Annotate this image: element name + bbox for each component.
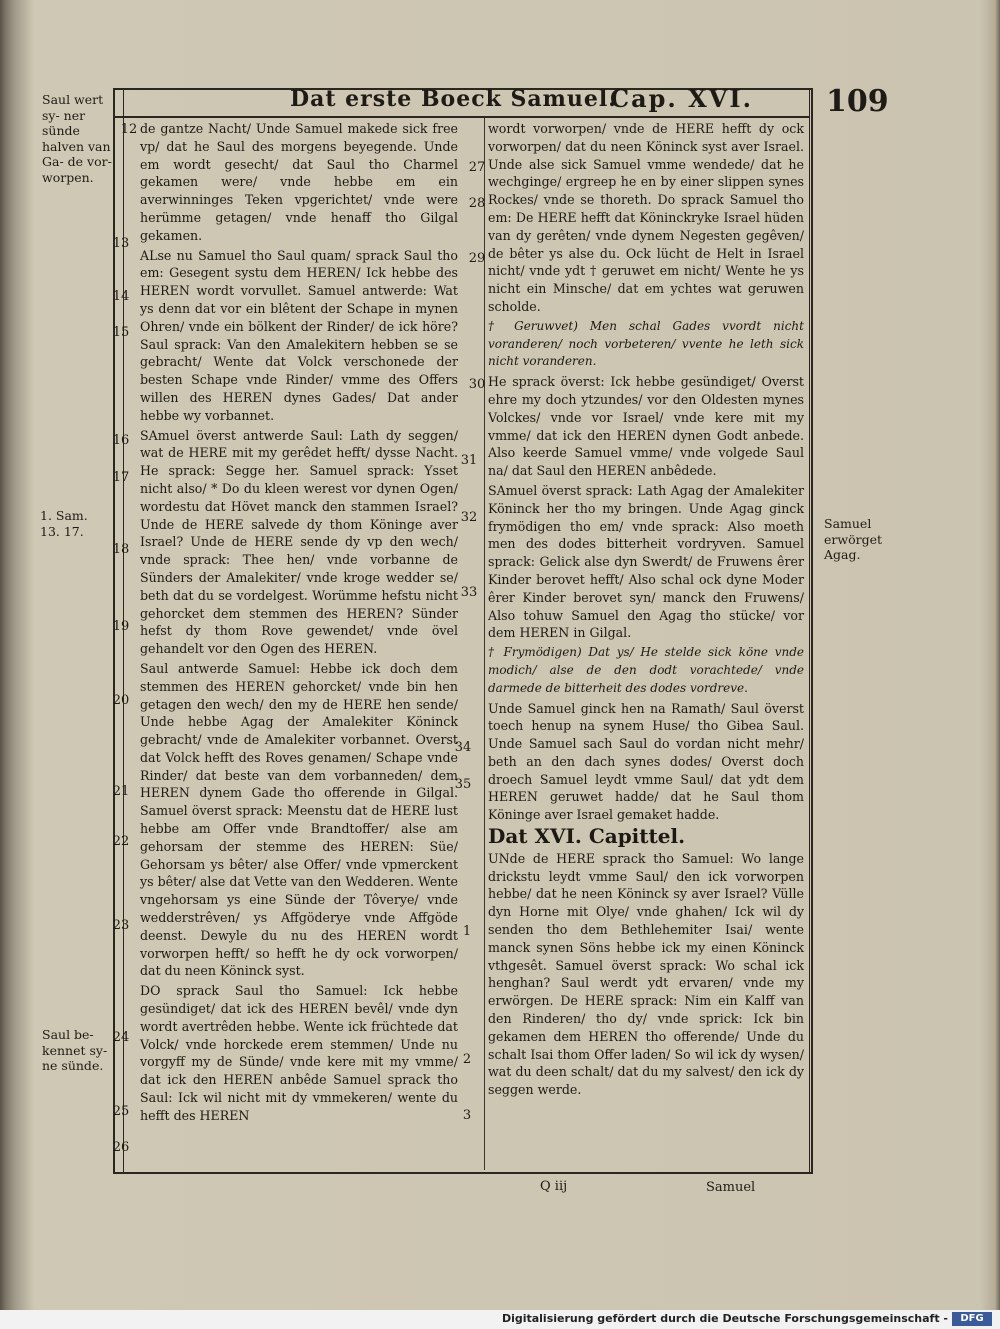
catchword: Samuel	[706, 1180, 756, 1195]
paragraph: ALse nu Samuel tho Saul quam/ sprack Saul tho em: Gesegent systu dem HEREN/ Ick hebbe des HEREN wordt vorvullet. Samuel antwerde: Wat ys denn dat vor ein blêtent der Schape in mynen Ohren/ vnde ein bölkent der Rinder/ de ick höre? Saul sprack: Van den Amalekitern hebben se se gebracht/ Wente dat Volck verschonede der besten Schape vnde Rinder/ vmme des Offers willen des HEREN dynes Gades/ Dat ander hebbe wy vorbannet.	[140, 247, 458, 423]
dfg-logo: DFG	[952, 1312, 992, 1326]
verse-number: 33	[460, 585, 478, 600]
verse-number: 27	[468, 160, 486, 175]
left-text-column	[140, 120, 458, 1127]
verse-number: 26	[112, 1140, 130, 1155]
paragraph: wordt vorworpen/ vnde de HERE hefft dy ock vorworpen/ dat du neen Köninck syst aver Israel. Unde alse sick Samuel vmme wendede/ dat he wechginge/ ergreep he en by einer slippen synes Rockes/ vnde se thoreth. Do sprack Samuel tho em: De HERE hefft dat Köninckryke Israel hüden van dy gerêten/ vnde dynem Negesten gegêven/ de bêter ys alse du. Ock lücht de Helt in Israel nicht/ vnde ydt † geruwet em nicht/ Wente he ys nicht ein Minsche/ dat em ychtes wat geruwen scholde.	[488, 121, 804, 314]
column-divider	[484, 118, 485, 1170]
chapter-heading: Dat XVI. Capittel.	[488, 824, 686, 849]
margin-note: 1. Sam. 13. 17.	[40, 508, 88, 539]
verse-number: 23	[112, 918, 130, 933]
verse-number: 14	[112, 289, 130, 304]
chapter-label: Cap. XVI.	[610, 84, 753, 113]
verse-number: 30	[468, 377, 486, 392]
paragraph: UNde de HERE sprack tho Samuel: Wo lange drickstu leydt vmme Saul/ den ick vorworpen hebbe/ dat he neen Köninck sy aver Israel? Vülle dyn Horne mit Olye/ vnde ghahen/ Ick wil dy senden tho dem Bethlehemiter Isai/ wente manck synen Söns hebbe ick my einen Köninck vthgesêt. Samuel överst sprack: Wo schal ick henghan? Saul werdt ydt ervaren/ vnde my erwörgen. De HERE sprack: Nim ein Kalff van den Rinderen/ tho dy/ vnde sprick: Ick bin gekamen dem HEREN tho offerende/ Unde du schalt Isai thom Offer laden/ So wil ick dy wysen/ wat du deen schalt/ dat du my salvest/ den ick dy seggen werde.	[488, 850, 804, 1098]
margin-note: Saul wert sy- ner sünde halven van Ga- de vor- worpen.	[42, 92, 112, 185]
verse-number: 32	[460, 510, 478, 525]
verse-number: 31	[460, 453, 478, 468]
verse-number: 17	[112, 470, 130, 485]
verse-number: 16	[112, 433, 130, 448]
verse-number: 28	[468, 196, 486, 211]
gloss-note: † Frymödigen) Dat ys/ He stelde sick köne vnde modich/ alse de den dodt vorachtede/ vnde darmede de bitterheit des dodes vordreve.	[488, 645, 804, 695]
verse-number: 29	[468, 251, 486, 266]
footer-bar	[0, 1310, 1000, 1329]
verse-number: 25	[112, 1104, 130, 1119]
verse-number: 13	[112, 236, 130, 251]
verse-number: 24	[112, 1030, 130, 1045]
gloss-note: † Geruwvet) Men schal Gades vvordt nicht voranderen/ noch vorbeteren/ vvente he leth sick nicht voranderen.	[488, 318, 804, 369]
right-text-column	[488, 120, 804, 1101]
verse-number: 1	[462, 924, 472, 939]
verse-number: 2	[462, 1052, 472, 1067]
page-number: 109	[826, 84, 889, 119]
paragraph: SAmuel överst sprack: Lath Agag der Amalekiter Köninck her tho my bringen. Unde Agag ginck frymödigen tho em/ vnde sprack: Also moeth men des dodes bitterheit vordryven. Samuel sprack: Gelick alse dyn Swerdt/ de Fruwens êrer Kinder berovet hefft/ Also schal ock dyne Moder êrer Kinder berovet syn/ manck den Fruwens/ Also tohuw Samuel den Agag tho stücke/ vor dem HEREN in Gilgal.	[488, 482, 804, 641]
signature-mark: Q iij	[540, 1179, 568, 1194]
verse-number: 19	[112, 619, 130, 634]
right-frame-rule	[809, 88, 822, 1172]
header-rule	[113, 116, 809, 118]
verse-number: 15	[112, 325, 130, 340]
running-title: Dat erste Boeck Samuel.	[290, 86, 617, 112]
verse-number: 34	[454, 740, 472, 755]
paragraph: SAmuel överst antwerde Saul: Lath dy seggen/ wat de HERE mit my gerêdet hefft/ dysse Nacht. He sprack: Segge her. Samuel sprack: Ysset nicht also/ * Do du kleen werest vor dynen Ogen/ wordestu dat Hövet manck den stammen Israel? Unde de HERE salvede dy thom Köninge aver Israel? Unde de HERE sende dy vp den wech/ vnde sprack: Thee hen/ vnde vorbanne de Sünders der Amalekiter/ vnde kroge wedder se/ beth dat du se vordelgest. Worümme hefstu nicht gehorcket dem stemmen des HEREN? Sünder hefst dy thom Rove gewendet/ vnde övel gehandelt vor den Ogen des HEREN.	[140, 427, 458, 657]
paragraph: de gantze Nacht/ Unde Samuel makede sick free vp/ dat he Saul des morgens beyegende. Unde em wordt gesecht/ dat Saul tho Charmel gekamen were/ vnde hebbe em ein averwinninges Teken vpgerichtet/ vnde were herümme getagen/ vnde henaff tho Gilgal gekamen.	[140, 121, 458, 243]
footer-credit: Digitalisierung gefördert durch die Deutsche Forschungsgemeinschaft -	[501, 1312, 948, 1325]
verse-number: 20	[112, 693, 130, 708]
verse-number: 18	[112, 542, 130, 557]
verse-number: 35	[454, 777, 472, 792]
verse-number: 22	[112, 834, 130, 849]
verse-number: 12	[120, 122, 138, 137]
paragraph: Unde Samuel ginck hen na Ramath/ Saul överst toech henup na synem Huse/ tho Gibea Saul. Unde Samuel sach Saul do vordan nicht mehr/ beth an den dach synes dodes/ Overst doch droech Samuel leydt vmme Saul/ dat ydt dem HEREN geruwet hadde/ dat he Saul thom Köninge aver Israel gemaket hadde.	[488, 700, 804, 823]
verse-number: 3	[462, 1108, 472, 1123]
margin-note: Samuel erwörget Agag.	[824, 516, 882, 562]
paragraph: Saul antwerde Samuel: Hebbe ick doch dem stemmen des HEREN gehorcket/ vnde bin hen getagen den wech/ den my de HERE hen sende/ Unde hebbe Agag der Amalekiter Köninck gebracht/ vnde de Amalekiter vorbannet. Overst dat Volck hefft des Roves genamen/ Schape vnde Rinder/ dat beste van dem vorbanneden/ dem HEREN dynem Gade tho offerende in Gilgal. Samuel överst sprack: Meenstu dat de HERE lust hebbe am Offer vnde Brandtoffer/ alse am gehorsam der stemme des HEREN: Süe/ Gehorsam ys bêter/ alse Offer/ vnde vpmerckent ys bêter/ alse dat Vette van den Wedderen. Wente vngehorsam ys eine Sünde der Tôverye/ vnde wedderstrêven/ ys Affgöderye vnde Affgöde deenst. Dewyle du nu des HEREN wordt vorworpen hefft/ so hefft he dy ock vorworpen/ dat du neen Köninck syst.	[140, 660, 458, 979]
paragraph: He sprack överst: Ick hebbe gesündiget/ Overst ehre my doch ytzundes/ vor den Oldesten mynes Volckes/ vnde vor Israel/ vnde kere mit my vmme/ dat ick den HEREN dynen Godt anbede. Also keerde Samuel vmme/ vnde volgede Saul na/ dat Saul den HEREN anbêdede.	[488, 374, 804, 479]
verse-number: 21	[112, 784, 130, 799]
margin-note: Saul be- kennet sy- ne sünde.	[42, 1027, 108, 1073]
paragraph: DO sprack Saul tho Samuel: Ick hebbe gesündiget/ dat ick des HEREN bevêl/ vnde dyn wordt avertrêden hebbe. Wente ick früchtede dat Volck/ vnde horckede erem stemmen/ Unde nu vorgyff my de Sünde/ vnde kere mit my vmme/ dat ick den HEREN anbêde Samuel sprack tho Saul: Ick wil nicht mit dy vmmekeren/ wente du hefft des HEREN	[140, 983, 458, 1123]
gutter-shadow	[0, 0, 34, 1310]
